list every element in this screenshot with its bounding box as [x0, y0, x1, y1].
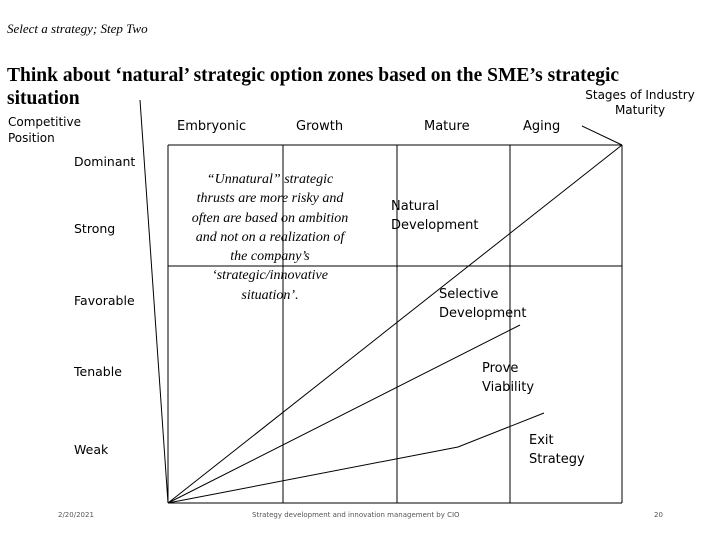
- unnatural-thrusts-note: “Unnatural” strategic thrusts are more risky and often are based on ambition and not on a realization of the company’s ‘strategic/innovative situation’.: [191, 172, 349, 303]
- zone-prove-viability: Prove Viability: [482, 361, 535, 395]
- pointer-line: [582, 126, 622, 145]
- horizontal-axis-label: Stages of Industry Maturity: [585, 88, 695, 117]
- row-strong: Strong: [74, 221, 116, 236]
- slide-header: Select a strategy; Step Two: [7, 21, 148, 36]
- column-mature: Mature: [424, 119, 470, 134]
- column-aging: Aging: [523, 119, 561, 134]
- row-tenable: Tenable: [74, 364, 122, 379]
- zone-exit-strategy: Exit Strategy: [529, 433, 585, 467]
- row-dominant: Dominant: [74, 154, 136, 169]
- diagonal-line-mid: [168, 325, 520, 503]
- vertical-axis-label: Competitive Position: [8, 115, 81, 145]
- row-favorable: Favorable: [74, 293, 135, 308]
- footer-page-number: 20: [654, 511, 663, 519]
- column-growth: Growth: [296, 119, 344, 134]
- slide-title: Think about ‘natural’ strategic option zones based on the SME’s strategic situation: [7, 65, 620, 109]
- row-weak: Weak: [74, 442, 109, 457]
- footer-center-text: Strategy development and innovation management by CIO: [252, 511, 460, 519]
- zone-natural-development: Natural Development: [391, 199, 479, 233]
- boundary-line-left: [140, 100, 168, 503]
- zone-selective-development: Selective Development: [439, 287, 527, 321]
- footer-date: 2/20/2021: [58, 511, 94, 519]
- column-embryonic: Embryonic: [177, 119, 247, 134]
